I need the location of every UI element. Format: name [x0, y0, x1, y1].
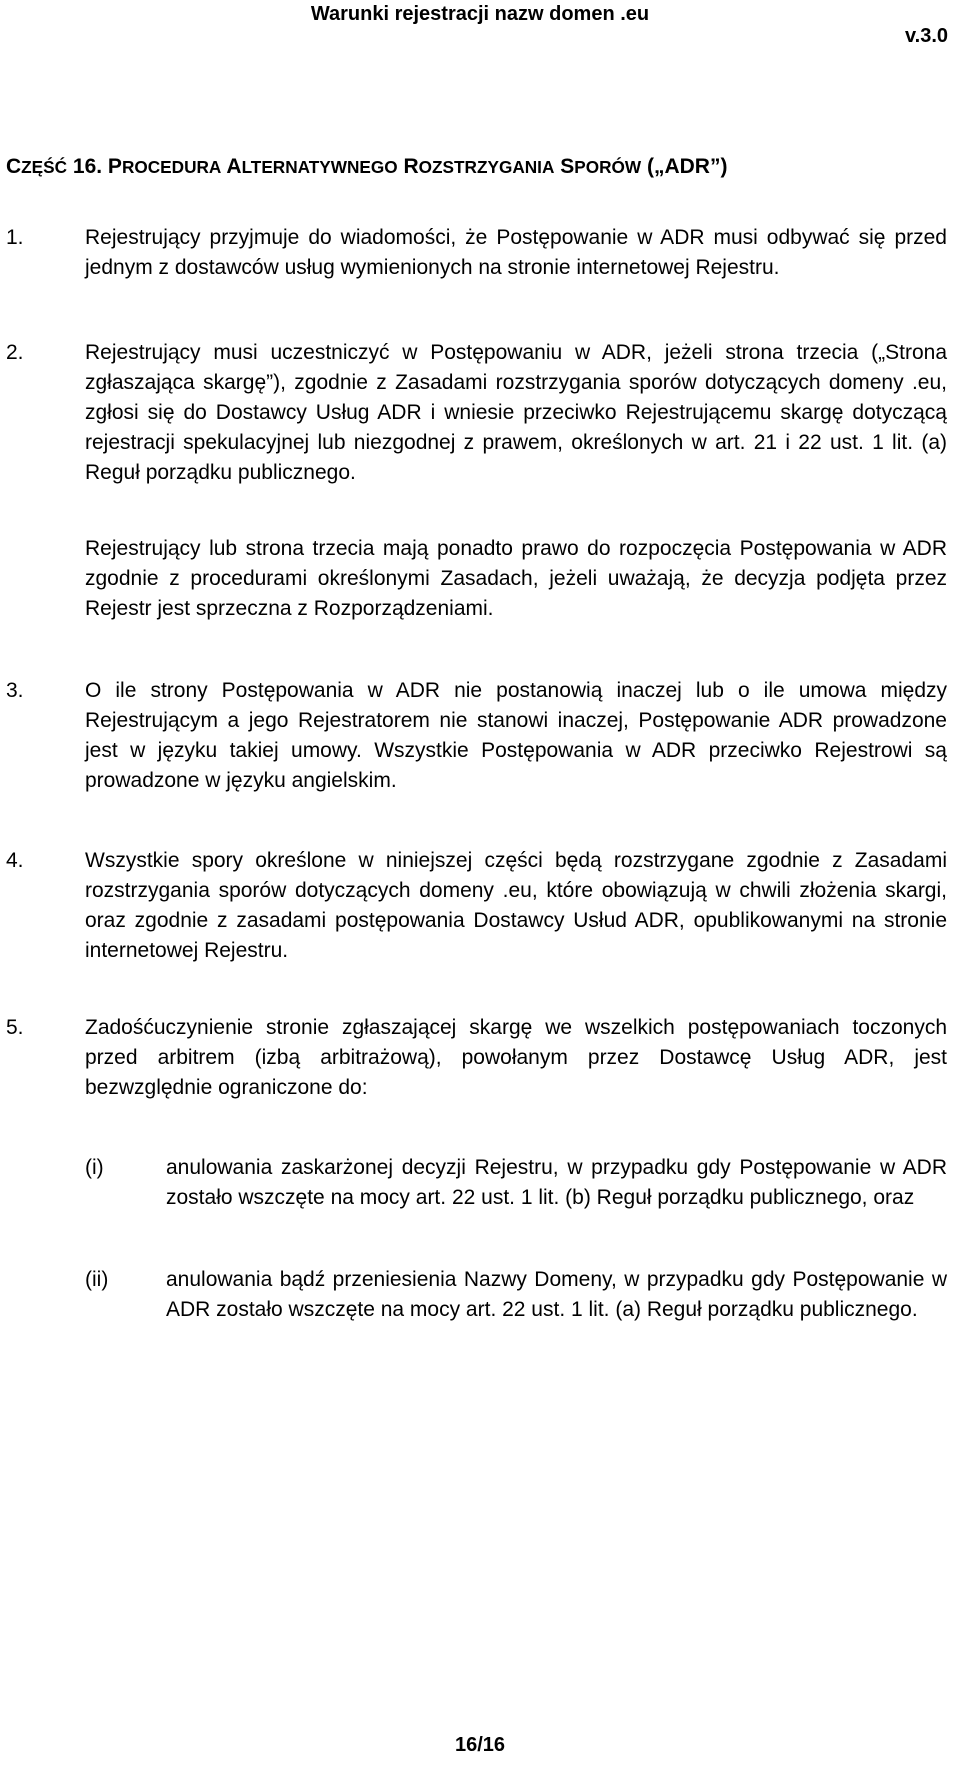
- list-item-text: anulowania bądź przeniesienia Nazwy Domeny, w przypadku gdy Postępowanie w ADR zostało wszczęte na mocy art. 22 ust. 1 lit. (a) Reguł porządku publicznego.: [166, 1268, 947, 1321]
- section-title: [6, 148, 946, 186]
- version-label: v.3.0: [905, 25, 948, 47]
- paragraph-text: Wszystkie spory określone w niniejszej części będą rozstrzygane zgodnie z Zasadami rozstrzygania sporów dotyczących domeny .eu, które obowiązują w chwili złożenia skargi, oraz zgodnie z zasadami postępowania Dostawcy Usłud ADR, opublikowanymi na stronie internetowej Rejestru.: [85, 849, 947, 962]
- paragraph-text: Zadośćuczynienie stronie zgłaszającej skargę we wszelkich postępowaniach toczonych przed arbitrem (izbą arbitrażową), powołanym przez Dostawcę Usług ADR, jest bezwzględnie ograniczone do:: [85, 1016, 947, 1099]
- title-part: R: [397, 155, 419, 178]
- list-item-text: anulowania zaskarżonej decyzji Rejestru, w przypadku gdy Postępowanie w ADR zostało wszczęte na mocy art. 22 ust. 1 lit. (b) Reguł porządku publicznego, oraz: [166, 1156, 947, 1209]
- title-part-small: PORÓW: [574, 157, 642, 177]
- title-part-small: ROCEDURA: [121, 157, 222, 177]
- paragraph-text: Rejestrujący lub strona trzecia mają ponadto prawo do rozpoczęcia Postępowania w ADR zgodnie z procedurami określonymi Zasadach, jeżeli uważają, że decyzja podjęta przez Rejestr jest sprzeczna z Rozporządzeniami.: [85, 537, 947, 620]
- title-part-small: ZĘŚĆ: [21, 157, 68, 177]
- list-item-label: (i): [85, 1156, 104, 1179]
- paragraph-number: 1.: [6, 226, 24, 249]
- title-part: 16. P: [67, 155, 122, 178]
- title-part: S: [554, 155, 575, 178]
- title-part: („ADR”): [641, 155, 728, 178]
- paragraph-text: O ile strony Postępowania w ADR nie postanowią inaczej lub o ile umowa między Rejestrującym a jego Rejestratorem nie stanowi inaczej, Postępowanie ADR prowadzone jest w języku takiej umowy. Wszystkie Postępowania w ADR przeciwko Rejestrowi są prowadzone w języku angielskim.: [85, 679, 947, 792]
- title-part: C: [6, 155, 22, 178]
- paragraph-text: Rejestrujący przyjmuje do wiadomości, że Postępowanie w ADR musi odbywać się przed jednym z dostawców usług wymienionych na stronie internetowej Rejestru.: [85, 226, 947, 279]
- paragraph-number: 5.: [6, 1016, 24, 1039]
- title-part: A: [221, 155, 242, 178]
- paragraph-number: 3.: [6, 679, 24, 702]
- paragraph-text: Rejestrujący musi uczestniczyć w Postępowaniu w ADR, jeżeli strona trzecia („Strona zgłaszająca skargę”), zgodnie z Zasadami rozstrzygania sporów dotyczących domeny .eu, zgłosi się do Dostawcy Usług ADR i wniesie przeciwko Rejestrującemu skargę dotyczącą rejestracji spekulacyjnej lub niezgodnej z prawem, określonych w art. 21 i 22 ust. 1 lit. (a) Reguł porządku publicznego.: [85, 341, 947, 484]
- title-part-small: OZSTRZYGANIA: [418, 157, 555, 177]
- list-item-label: (ii): [85, 1268, 109, 1291]
- paragraph-number: 4.: [6, 849, 24, 872]
- paragraph-number: 2.: [6, 341, 24, 364]
- running-header-title: Warunki rejestracji nazw domen .eu: [310, 3, 650, 25]
- page-number: 16/16: [454, 1734, 506, 1756]
- title-part-small: LTERNATYWNEGO: [241, 157, 398, 177]
